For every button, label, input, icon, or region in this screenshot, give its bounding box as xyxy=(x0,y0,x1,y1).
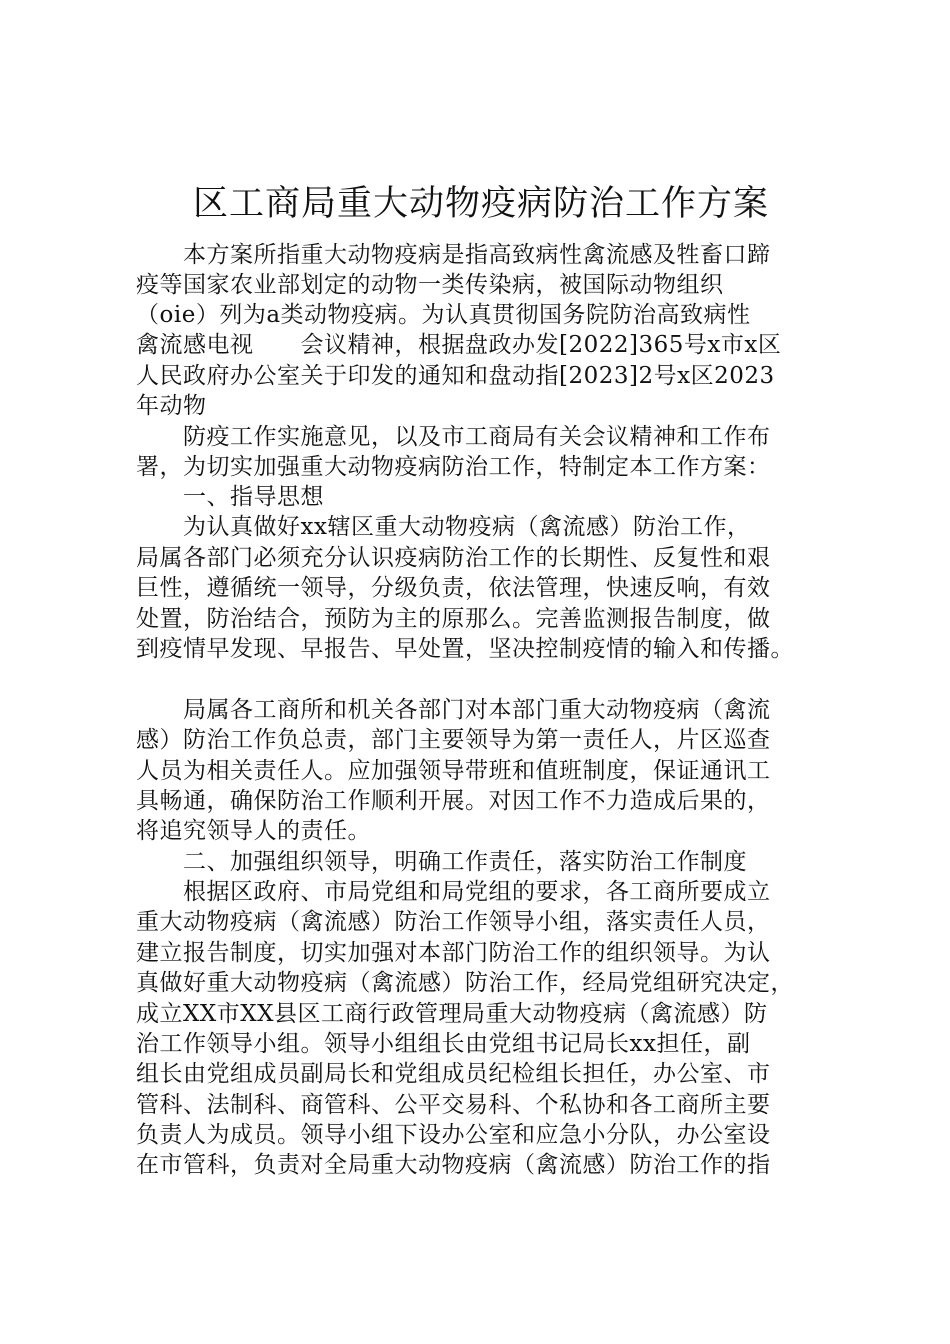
body-line: 为认真做好xx辖区重大动物疫病（禽流感）防治工作， xyxy=(136,514,751,540)
body-line: 重大动物疫病（禽流感）防治工作领导小组，落实责任人员， xyxy=(136,909,771,935)
body-line: 防疫工作实施意见，以及市工商局有关会议精神和工作布 xyxy=(136,424,771,450)
body-line: 疫等国家农业部划定的动物一类传染病，被国际动物组织 xyxy=(136,272,724,298)
body-line: 二、加强组织领导，明确工作责任，落实防治工作制度 xyxy=(136,849,747,875)
body-line: 组长由党组成员副局长和党组成员纪检组长担任，办公室、市 xyxy=(136,1061,771,1087)
body-line: 人民政府办公室关于印发的通知和盘动指[2023]2号x区2023 xyxy=(136,363,775,389)
body-line: 管科、法制科、商管科、公平交易科、个私协和各工商所主要 xyxy=(136,1092,771,1118)
body-line: 将追究领导人的责任。 xyxy=(136,818,371,844)
body-line: 局属各工商所和机关各部门对本部门重大动物疫病（禽流 xyxy=(136,697,771,723)
body-line: 处置，防治结合，预防为主的原那么。完善监测报告制度，做 xyxy=(136,606,771,632)
body-line: 具畅通，确保防治工作顺利开展。对因工作不力造成后果的， xyxy=(136,788,771,814)
body-line: 一、指导思想 xyxy=(136,484,324,510)
body-line: 年动物 xyxy=(136,393,207,419)
body-line: 真做好重大动物疫病（禽流感）防治工作，经局党组研究决定， xyxy=(136,970,794,996)
body-line: （oie）列为a类动物疫病。为认真贯彻国务院防治高致病性 xyxy=(136,302,751,328)
body-line: 感）防治工作负总责，部门主要领导为第一责任人，片区巡查 xyxy=(136,727,771,753)
body-line: 本方案所指重大动物疫病是指高致病性禽流感及牲畜口蹄 xyxy=(136,242,771,268)
body-line: 负责人为成员。领导小组下设办公室和应急小分队，办公室设 xyxy=(136,1122,771,1148)
body-line: 治工作领导小组。领导小组组长由党组书记局长xx担任，副 xyxy=(136,1031,751,1057)
body-line: 在市管科，负责对全局重大动物疫病（禽流感）防治工作的指 xyxy=(136,1152,771,1178)
document-title: 区工商局重大动物疫病防治工作方案 xyxy=(192,184,769,224)
body-line: 禽流感电视 会议精神，根据盘政办发[2022]365号x市x区 xyxy=(136,332,782,358)
body-line: 建立报告制度，切实加强对本部门防治工作的组织领导。为认 xyxy=(136,940,771,966)
body-line: 署，为切实加强重大动物疫病防治工作，特制定本工作方案： xyxy=(136,454,771,480)
body-line: 局属各部门必须充分认识疫病防治工作的长期性、反复性和艰 xyxy=(136,545,771,571)
body-line: 根据区政府、市局党组和局党组的要求，各工商所要成立 xyxy=(136,879,771,905)
body-line: 巨性，遵循统一领导，分级负责，依法管理，快速反响，有效 xyxy=(136,575,771,601)
body-line: 到疫情早发现、早报告、早处置，坚决控制疫情的输入和传播。 xyxy=(136,636,794,662)
body-line: 人员为相关责任人。应加强领导带班和值班制度，保证通讯工 xyxy=(136,758,771,784)
body-line: 成立XX市XX县区工商行政管理局重大动物疫病（禽流感）防 xyxy=(136,1001,768,1027)
